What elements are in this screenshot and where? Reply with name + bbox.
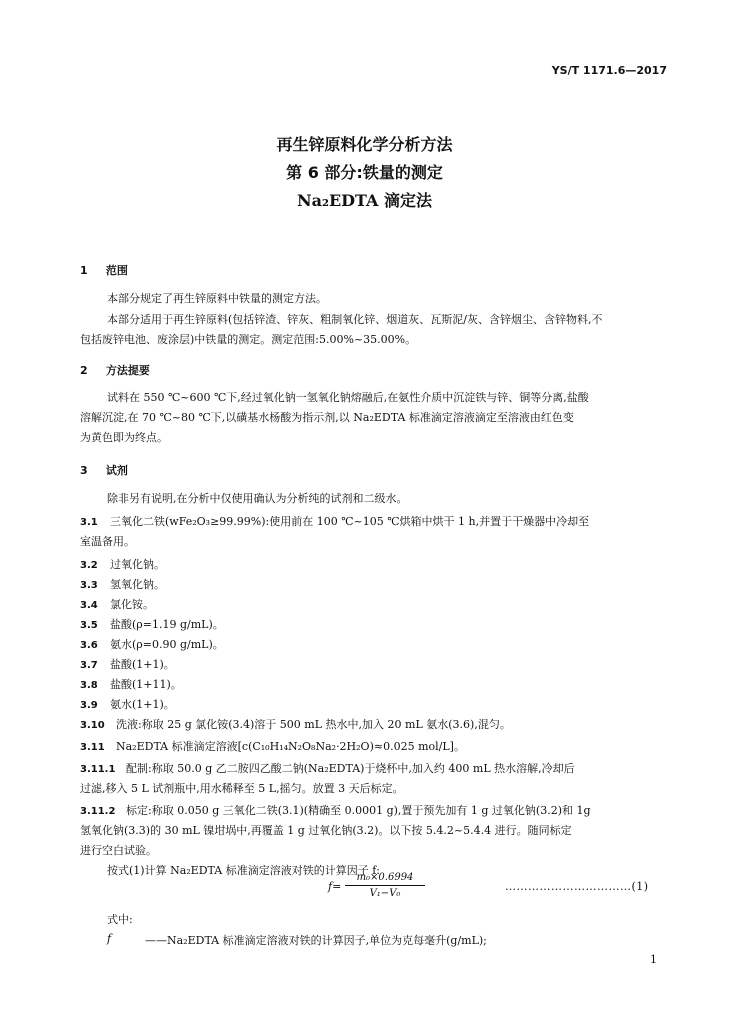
reagent-item <box>80 802 591 818</box>
formula-numerator: m₀×0.6994 <box>345 872 425 886</box>
item-text: 盐酸(1+1)。 <box>110 658 175 671</box>
reagent-item <box>80 716 511 732</box>
paragraph-scope-1: 本部分规定了再生锌原料中铁量的测定方法。 <box>107 292 327 305</box>
formula-intro <box>107 862 380 878</box>
item-number: 3.2 <box>80 560 98 571</box>
item-text: 氢氧化钠(3.3)的 30 mL 镍坩埚中,再覆盖 1 g 过氧化钠(3.2)。以下按 5.4.2~5.4.4 进行。随同标定 <box>80 824 572 837</box>
item-text: 过氧化钠。 <box>110 558 165 571</box>
section-title: 范围 <box>105 264 128 277</box>
section-title: 方法提要 <box>105 364 150 377</box>
item-text: 配制:称取 50.0 g 乙二胺四乙酸二钠(Na₂EDTA)于烧杯中,加入约 400 mL 热水溶解,冷却后 <box>126 762 575 775</box>
reagent-item <box>80 738 465 754</box>
item-number: 3.1 <box>80 517 98 528</box>
item-number: 3.11.1 <box>80 764 116 775</box>
item-text: 按式(1)计算 Na₂EDTA 标准滴定溶液对铁的计算因子 f: <box>107 864 380 877</box>
item-text: 氯化铵。 <box>110 598 154 611</box>
item-number: 3.6 <box>80 640 98 651</box>
section-title: 试剂 <box>105 464 128 477</box>
item-text: 进行空白试验。 <box>80 844 157 857</box>
item-text: 标定:称取 0.050 g 三氧化二铁(3.1)(精确至 0.0001 g),置于预先加有 1 g 过氧化钠(3.2)和 1g <box>126 804 591 817</box>
formula-denominator: V₁−V₀ <box>369 888 401 899</box>
paragraph-scope-2b: 包括废锌电池、废涂层)中铁量的测定。测定范围:5.00%~35.00%。 <box>80 333 417 346</box>
reagent-item <box>80 696 175 712</box>
where-label: 式中: <box>107 913 133 926</box>
variable-symbol: f <box>107 932 112 945</box>
reagent-item <box>80 760 575 776</box>
item-text: 盐酸(ρ=1.19 g/mL)。 <box>110 618 224 631</box>
reagent-item <box>80 596 154 612</box>
reagent-item <box>80 656 175 672</box>
document-title-line2: 第 6 部分:铁量的测定 <box>286 163 443 182</box>
item-text: Na₂EDTA 标准滴定溶液[c(C₁₀H₁₄N₂O₈Na₂·2H₂O)≈0.025 mol/L]。 <box>116 740 465 753</box>
item-text: 三氧化二铁(wFe₂O₃≥99.99%):使用前在 100 ℃~105 ℃烘箱中烘干 1 h,并置于干燥器中冷却至 <box>110 515 590 528</box>
reagent-item <box>80 576 165 592</box>
page-number: 1 <box>650 953 657 966</box>
paragraph-reagent-intro: 除非另有说明,在分析中仅使用确认为分析纯的试剂和二级水。 <box>107 492 408 505</box>
reagent-item <box>80 636 224 652</box>
reagent-item <box>80 676 182 692</box>
item-number: 3.9 <box>80 700 98 711</box>
item-text: 过滤,移入 5 L 试剂瓶中,用水稀释至 5 L,摇匀。放置 3 天后标定。 <box>80 782 404 795</box>
paragraph-method-a: 试料在 550 ℃~600 ℃下,经过氧化钠一氢氧化钠熔融后,在氨性介质中沉淀铁与锌、铜等分离,盐酸 <box>107 391 589 404</box>
item-number: 3.4 <box>80 600 98 611</box>
reagent-item-cont <box>80 842 157 858</box>
paragraph-method-b: 溶解沉淀,在 70 ℃~80 ℃下,以磺基水杨酸为指示剂,以 Na₂EDTA 标准滴定溶液滴定至溶液由红色变 <box>80 411 574 424</box>
item-text: 盐酸(1+11)。 <box>110 678 182 691</box>
formula-equation-number: ……………………………(1) <box>505 880 649 893</box>
item-number: 3.8 <box>80 680 98 691</box>
formula-fraction <box>345 872 425 899</box>
reagent-item <box>80 616 224 632</box>
reagent-item <box>80 513 589 529</box>
section-heading-method <box>80 362 150 378</box>
section-number: 3 <box>80 464 88 477</box>
item-number: 3.5 <box>80 620 98 631</box>
variable-definition: ——Na₂EDTA 标准滴定溶液对铁的计算因子,单位为克每毫升(g/mL); <box>145 934 487 947</box>
formula-lhs: f= <box>328 880 342 893</box>
item-text: 氨水(1+1)。 <box>110 698 175 711</box>
paragraph-method-c: 为黄色即为终点。 <box>80 431 168 444</box>
item-number: 3.10 <box>80 720 105 731</box>
section-heading-reagents <box>80 462 128 478</box>
reagent-item-cont <box>80 533 135 549</box>
section-number: 1 <box>80 264 88 277</box>
section-number: 2 <box>80 364 88 377</box>
item-text: 室温备用。 <box>80 535 135 548</box>
reagent-item-cont <box>80 780 404 796</box>
paragraph-scope-2a: 本部分适用于再生锌原料(包括锌渣、锌灰、粗制氧化锌、烟道灰、瓦斯泥/灰、含锌烟尘、含锌物料,不 <box>107 313 603 326</box>
item-number: 3.7 <box>80 660 98 671</box>
reagent-item-cont <box>80 822 572 838</box>
standard-number: YS/T 1171.6—2017 <box>551 64 667 77</box>
item-text: 洗液:称取 25 g 氯化铵(3.4)溶于 500 mL 热水中,加入 20 mL 氨水(3.6),混匀。 <box>116 718 511 731</box>
section-heading-scope <box>80 262 128 278</box>
reagent-item <box>80 556 165 572</box>
document-title-line3: Na₂EDTA 滴定法 <box>296 191 433 210</box>
item-text: 氨水(ρ=0.90 g/mL)。 <box>110 638 224 651</box>
document-title-line1: 再生锌原料化学分析方法 <box>276 135 453 154</box>
item-number: 3.11 <box>80 742 105 753</box>
item-number: 3.11.2 <box>80 806 116 817</box>
item-number: 3.3 <box>80 580 98 591</box>
item-text: 氢氧化钠。 <box>110 578 165 591</box>
